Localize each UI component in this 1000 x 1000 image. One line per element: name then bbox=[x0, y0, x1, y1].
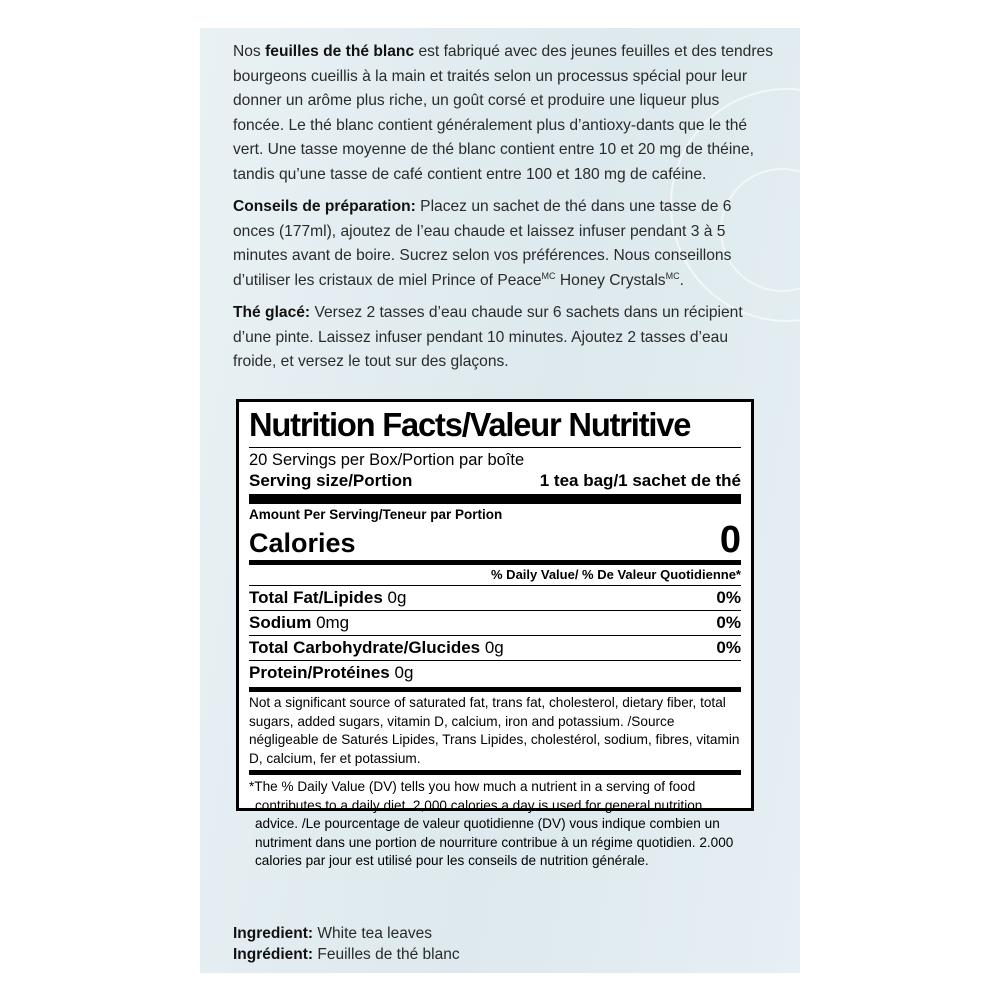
product-name: feuilles de thé blanc bbox=[265, 43, 415, 60]
ingredients bbox=[233, 923, 460, 965]
nutrient-percent: 0% bbox=[716, 613, 741, 632]
divider bbox=[249, 447, 741, 448]
not-significant-note: Not a significant source of saturated fat, trans fat, cholesterol, dietary fiber, total sugars, added sugars, vitamin D, calcium, iron and potassium. /Source négligeable de Saturés Lipides, Trans Lipides, cholestérol, sodium, fibres, vitamin D, calcium, fer et potassium. bbox=[249, 695, 740, 766]
calories-label: Calories bbox=[249, 528, 356, 558]
nutrient-percent: 0% bbox=[716, 638, 741, 657]
ingredient-fr bbox=[233, 944, 460, 965]
preparation-heading: Conseils de préparation: bbox=[233, 198, 416, 215]
nutrient-label: Sodium bbox=[249, 613, 312, 632]
ingredient-en bbox=[233, 923, 460, 944]
package-panel bbox=[200, 28, 800, 973]
daily-value-footnote: *The % Daily Value (DV) tells you how much a nutrient in a serving of food contributes to a daily diet. 2,000 calories a day is used for general nutrition advice. /Le pourcentage de valeur quotidienne (DV) vous indique combien un nutriment dans une portion de nourriture contribue à un régime quotidien. 2.000 calories par jour est utilisé pour les conseils de nutrition générale. bbox=[249, 779, 734, 868]
nutrient-row bbox=[249, 585, 741, 610]
nutrition-title: Nutrition Facts/Valeur Nutritive bbox=[249, 406, 691, 443]
description-text bbox=[233, 40, 773, 383]
calories-row bbox=[249, 519, 741, 561]
preparation-paragraph: Conseils de préparation: Placez un sachet de thé dans une tasse de 6 onces (177ml), ajoutez de l’eau chaude et laissez infuser pendant 3 à 5 minutes avant de boire. Sucrez selon vos préférences. Nous conseillons d’utiliser les cristaux de miel Prince of Peace$^{MC}$ Honey Crystals$^{MC}$. bbox=[233, 198, 732, 289]
nutrition-facts-table bbox=[236, 399, 754, 868]
nutrient-row bbox=[249, 660, 741, 685]
ingredient-en-label: Ingredient: bbox=[233, 925, 314, 942]
serving-size-label: Serving size/Portion bbox=[249, 471, 413, 490]
nutrient-label: Protein/Protéines bbox=[249, 663, 390, 682]
iced-tea-paragraph: Thé glacé: Versez 2 tasses d’eau chaude sur 6 sachets dans un récipient d’une pinte. Laissez infuser pendant 10 minutes. Ajoutez 2 tasses d’eau froide, et versez le tout sur des glaçons. bbox=[233, 304, 743, 370]
calories-value: 0 bbox=[719, 519, 741, 561]
nutrient-amount: 0g bbox=[382, 588, 407, 607]
nutrient-row bbox=[249, 610, 741, 635]
serving-size-value: 1 tea bag/1 sachet de thé bbox=[539, 471, 741, 490]
daily-value-header: % Daily Value/ % De Valeur Quotidienne* bbox=[491, 567, 741, 582]
serving-size-row bbox=[249, 470, 741, 492]
servings-per-box: 20 Servings per Box/Portion par boîte bbox=[249, 451, 525, 469]
ingredient-en-value: White tea leaves bbox=[313, 925, 432, 942]
nutrient-amount: 0g bbox=[480, 638, 504, 657]
nutrient-row bbox=[249, 635, 741, 660]
amount-per-serving: Amount Per Serving/Teneur par Portion bbox=[249, 507, 503, 522]
ingredient-fr-label: Ingrédient: bbox=[233, 946, 314, 963]
nutrient-percent: 0% bbox=[716, 588, 741, 607]
divider-thick bbox=[249, 494, 741, 504]
nutrient-amount: 0mg bbox=[311, 613, 350, 632]
nutrient-label: Total Carbohydrate/Glucides bbox=[249, 638, 481, 657]
iced-tea-heading: Thé glacé: bbox=[233, 304, 311, 321]
nutrient-label: Total Fat/Lipides bbox=[249, 588, 383, 607]
ingredient-fr-value: Feuilles de thé blanc bbox=[313, 946, 460, 963]
intro-paragraph: Nos feuilles de thé blanc est fabriqué avec des jeunes feuilles et des tendres bourgeons cueillis à la main et traités selon un processus spécial pour leur donner un arôme plus riche, un goût corsé et produire une liqueur plus foncée. Le thé blanc contient généralement plus d’antioxy-dants que le thé vert. Une tasse moyenne de thé blanc contient entre 10 et 20 mg de théine, tandis qu’une tasse de café contient entre 100 et 180 mg de caféine. bbox=[233, 43, 774, 183]
nutrient-amount: 0g bbox=[389, 663, 414, 682]
